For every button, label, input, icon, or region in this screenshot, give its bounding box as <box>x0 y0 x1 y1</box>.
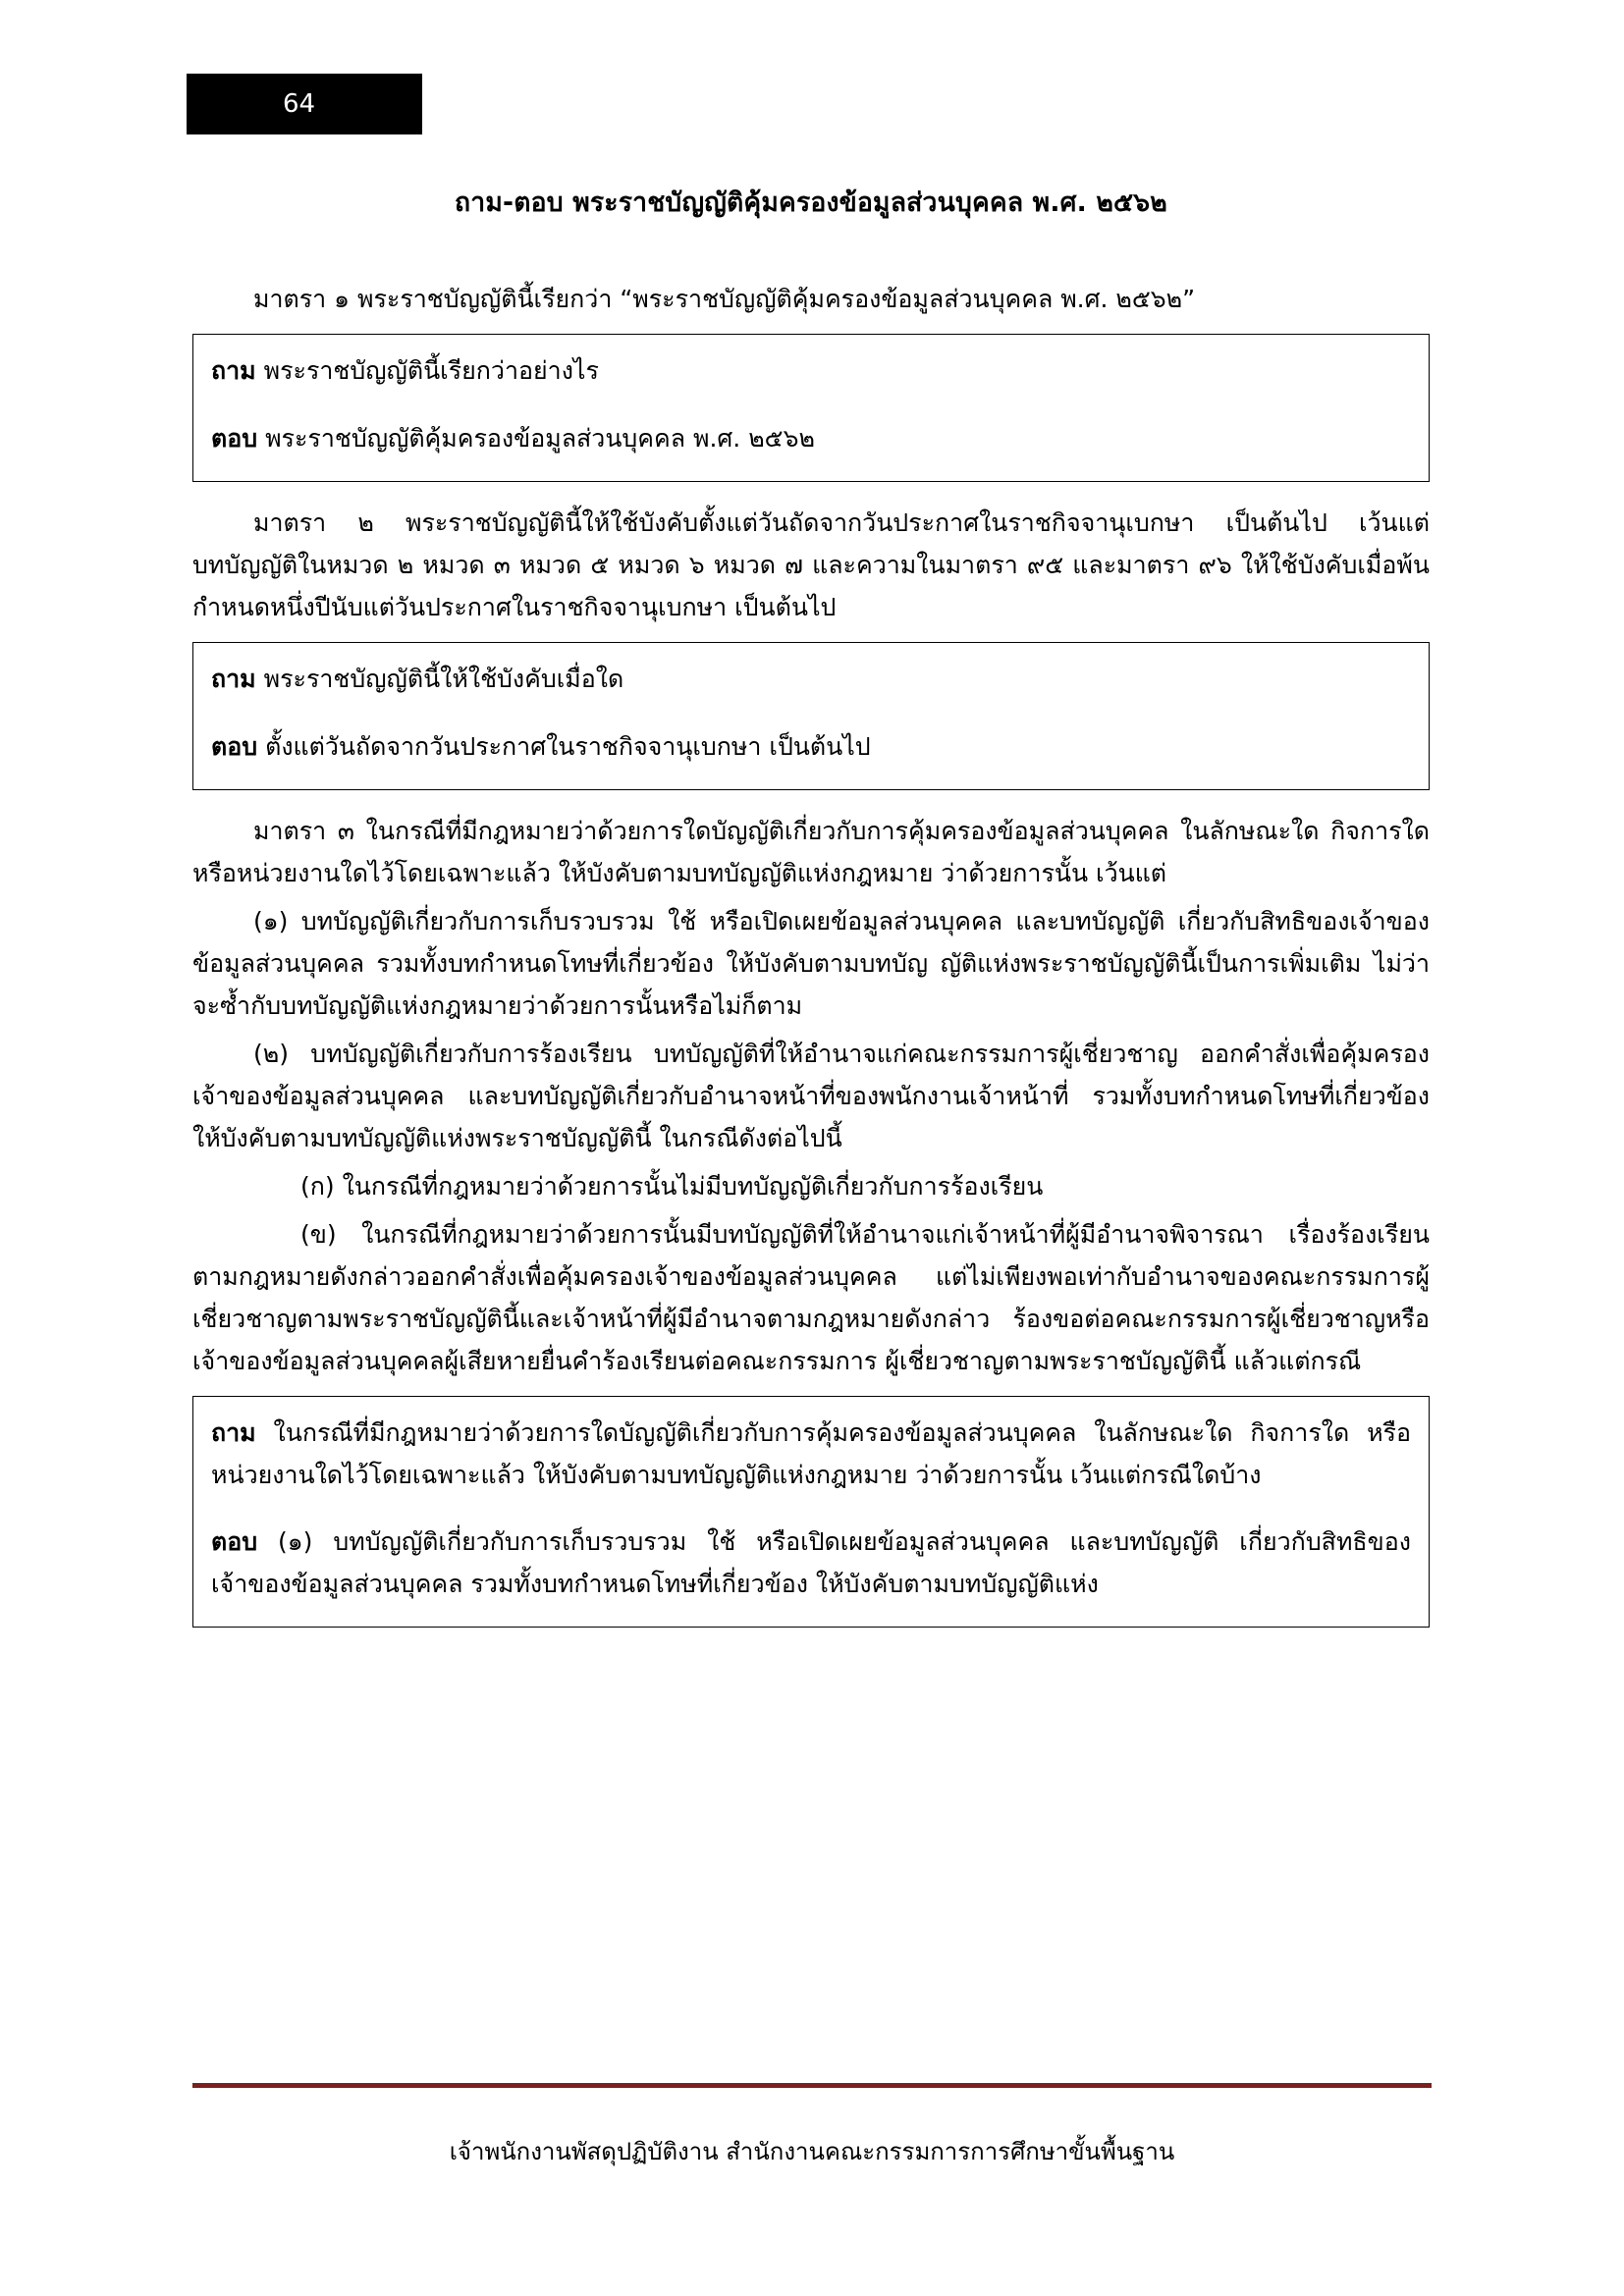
qa1-answer <box>211 418 1411 460</box>
qa1-question-label: ถาม <box>211 356 256 385</box>
qa2-answer <box>211 726 1411 769</box>
qa2-answer-text: ตั้งแต่วันถัดจากวันประกาศในราชกิจจานุเบกษา เป็นต้นไป <box>265 731 871 761</box>
qa-box-3 <box>192 1396 1430 1628</box>
qa2-question <box>211 659 1411 701</box>
qa2-question-label: ถาม <box>211 665 256 693</box>
section-3-paragraph: มาตรา ๓ ในกรณีที่มีกฎหมายว่าด้วยการใดบัญญัติเกี่ยวกับการคุ้มครองข้อมูลส่วนบุคคล ในลักษณะใด กิจการใด หรือหน่วยงานใดไว้โดยเฉพาะแล้ว ให้บังคับตามบทบัญญัติแห่งกฎหมาย ว่าด้วยการนั้น เว้นแต่ <box>192 817 1430 887</box>
qa3-question-label: ถาม <box>211 1418 256 1447</box>
section-3-clause-2b: (ข) ในกรณีที่กฎหมายว่าด้วยการนั้นมีบทบัญญัติที่ให้อำนาจแก่เจ้าหน้าที่ผู้มีอำนาจพิจารณา เรื่องร้องเรียนตามกฎหมายดังกล่าวออกคำสั่งเพื่อคุ้มครองเจ้าของข้อมูลส่วนบุคคล แต่ไม่เพียงพอเท่ากับอำนาจของคณะกรรมการผู้เชี่ยวชาญตามพระราชบัญญัตินี้และเจ้าหน้าที่ผู้มีอำนาจตามกฎหมายดังกล่าว ร้องขอต่อคณะกรรมการผู้เชี่ยวชาญหรือเจ้าของข้อมูลส่วนบุคคลผู้เสียหายยื่นคำร้องเรียนต่อคณะกรรมการ ผู้เชี่ยวชาญตามพระราชบัญญัตินี้ แล้วแต่กรณี <box>192 1220 1430 1375</box>
page-title: ถาม-ตอบ พระราชบัญญัติคุ้มครองข้อมูลส่วนบุคคล พ.ศ. ๒๕๖๒ <box>455 187 1167 218</box>
page-number: 64 <box>283 89 316 119</box>
page-content <box>192 182 1430 1647</box>
section-3-clause-1: (๑) บทบัญญัติเกี่ยวกับการเก็บรวบรวม ใช้ หรือเปิดเผยข้อมูลส่วนบุคคล และบทบัญญัติ เกี่ยวกับสิทธิของเจ้าของข้อมูลส่วนบุคคล รวมทั้งบทกำหนดโทษที่เกี่ยวข้อง ให้บังคับตามบทบัญ ญัติแห่งพระราชบัญญัตินี้เป็นการเพิ่มเติม ไม่ว่าจะซ้ำกับบทบัญญัติแห่งกฎหมายว่าด้วยการนั้นหรือไม่ก็ตาม <box>192 907 1430 1020</box>
qa1-question <box>211 350 1411 393</box>
qa3-question <box>211 1413 1411 1496</box>
section-3-clause-2: (๒) บทบัญญัติเกี่ยวกับการร้องเรียน บทบัญญัติที่ให้อำนาจแก่คณะกรรมการผู้เชี่ยวชาญ ออกคำสั่งเพื่อคุ้มครองเจ้าของข้อมูลส่วนบุคคล และบทบัญญัติเกี่ยวกับอำนาจหน้าที่ของพนักงานเจ้าหน้าที่ รวมทั้งบทกำหนดโทษที่เกี่ยวข้อง ให้บังคับตามบทบัญญัติแห่งพระราชบัญญัตินี้ ในกรณีดังต่อไปนี้ <box>192 1040 1430 1152</box>
qa3-question-text: ในกรณีที่มีกฎหมายว่าด้วยการใดบัญญัติเกี่ยวกับการคุ้มครองข้อมูลส่วนบุคคล ในลักษณะใด กิจการใด หรือหน่วยงานใดไว้โดยเฉพาะแล้ว ให้บังคับตามบทบัญญัติแห่งกฎหมาย ว่าด้วยการนั้น เว้นแต่กรณีใดบ้าง <box>211 1418 1411 1489</box>
footer-divider <box>192 2083 1432 2088</box>
qa-box-2 <box>192 642 1430 790</box>
section-1-paragraph: มาตรา ๑ พระราชบัญญัตินี้เรียกว่า “พระราชบัญญัติคุ้มครองข้อมูลส่วนบุคคล พ.ศ. ๒๕๖๒” <box>253 285 1196 313</box>
page-number-tab <box>187 74 422 134</box>
section-2-paragraph: มาตรา ๒ พระราชบัญญัตินี้ให้ใช้บังคับตั้งแต่วันถัดจากวันประกาศในราชกิจจานุเบกษา เป็นต้นไป เว้นแต่บทบัญญัติในหมวด ๒ หมวด ๓ หมวด ๕ หมวด ๖ หมวด ๗ และความในมาตรา ๙๕ และมาตรา ๙๖ ให้ใช้บังคับเมื่อพ้นกำหนดหนึ่งปีนับแต่วันประกาศในราชกิจจานุเบกษา เป็นต้นไป <box>192 508 1430 621</box>
qa1-question-text: พระราชบัญญัตินี้เรียกว่าอย่างไร <box>263 356 599 385</box>
footer-text: เจ้าพนักงานพัสดุปฏิบัติงาน สำนักงานคณะกรรมการการศึกษาขั้นพื้นฐาน <box>449 2138 1175 2165</box>
qa1-answer-label: ตอบ <box>211 423 258 453</box>
qa3-answer-label: ตอบ <box>211 1527 258 1556</box>
qa1-answer-text: พระราชบัญญัติคุ้มครองข้อมูลส่วนบุคคล พ.ศ. ๒๕๖๒ <box>265 423 815 453</box>
qa3-answer-text: (๑) บทบัญญัติเกี่ยวกับการเก็บรวบรวม ใช้ หรือเปิดเผยข้อมูลส่วนบุคคล และบทบัญญัติ เกี่ยวกับสิทธิของเจ้าของข้อมูลส่วนบุคคล รวมทั้งบทกำหนดโทษที่เกี่ยวข้อง ให้บังคับตามบทบัญญัติแห่ง <box>211 1527 1411 1598</box>
section-3-clause-2a: (ก) ในกรณีที่กฎหมายว่าด้วยการนั้นไม่มีบทบัญญัติเกี่ยวกับการร้องเรียน <box>300 1172 1044 1201</box>
qa2-answer-label: ตอบ <box>211 731 258 761</box>
qa3-answer <box>211 1522 1411 1605</box>
qa-box-1 <box>192 334 1430 482</box>
qa2-question-text: พระราชบัญญัตินี้ให้ใช้บังคับเมื่อใด <box>263 665 624 693</box>
